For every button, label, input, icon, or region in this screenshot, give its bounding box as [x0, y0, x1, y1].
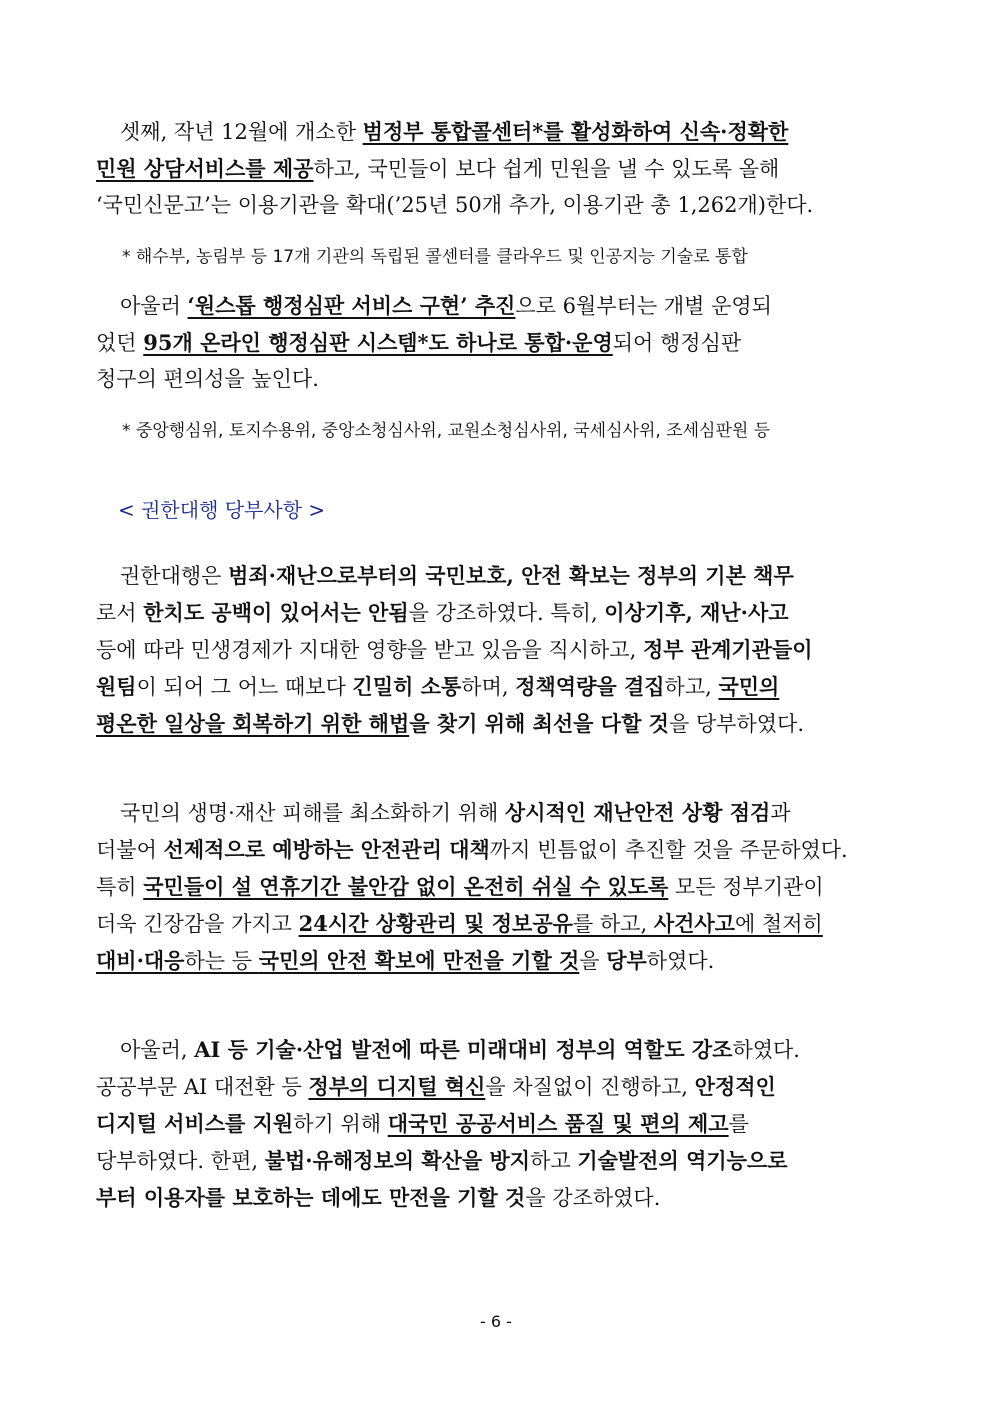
- text-line: [96, 1179, 896, 1216]
- text-run: 더불어: [96, 838, 164, 862]
- text-run: 공공부문 AI 대전환 등: [96, 1075, 309, 1099]
- text-run: 까지 빈틈없이 추진할 것을 주문하였다.: [489, 838, 848, 862]
- text-run: 모든 정부기관이: [668, 875, 824, 899]
- emphasis-run: 한치도 공백이 있어서는 안됨: [143, 600, 409, 625]
- paragraph-ai-digital: [96, 1031, 896, 1216]
- emphasis-run: 사건사고: [653, 911, 735, 936]
- text-run: 아울러,: [120, 1038, 195, 1062]
- text-line: [96, 594, 896, 631]
- text-run: 하고: [530, 1149, 578, 1173]
- emphasis-run: 상시적인 재난안전 상황 점검: [504, 800, 771, 825]
- paragraph-acting-president-request: [96, 557, 896, 742]
- text-line: [96, 287, 896, 324]
- text-run: 셋째, 작년 12월에 개소한: [120, 120, 363, 144]
- text-run: 을 강조하였다.: [525, 1186, 661, 1210]
- section-heading: < 권한대행 당부사항 >: [118, 498, 326, 522]
- text-run: 었던: [96, 331, 144, 355]
- text-run: 하며,: [461, 675, 516, 699]
- text-run: 을 강조하였다. 특히,: [408, 601, 605, 625]
- emphasis-run: 대국민 공공서비스 품질 및 편의 제고: [387, 1111, 729, 1136]
- emphasis-run: 안정적인: [694, 1074, 776, 1099]
- emphasis-run: 95개 온라인 행정심판 시스템*도 하나로 통합·운영: [143, 330, 613, 355]
- emphasis-run: 24시간 상황관리 및 정보공유: [298, 911, 573, 936]
- emphasis-run: 이상기후, 재난·사고: [604, 600, 789, 625]
- emphasis-run: 긴밀히 소통: [352, 674, 462, 699]
- text-run: 하였다.: [646, 949, 715, 973]
- text-line: [96, 557, 896, 594]
- text-line: [96, 150, 896, 187]
- emphasis-run: 당부: [606, 948, 647, 973]
- emphasis-run: 범정부 통합콜센터*를 활성화하여 신속·정확한: [362, 119, 789, 144]
- paragraph-integrated-call-center: [96, 113, 896, 224]
- text-run: 을 당부하였다.: [668, 712, 805, 736]
- emphasis-run: 국민의 안전 확보에 만전을 기할 것: [258, 948, 580, 973]
- text-run: 이 되어 그 어느 때보다: [136, 675, 353, 699]
- text-run: 더욱 긴장감을 가지고: [96, 912, 299, 936]
- text-line: [96, 631, 896, 668]
- text-line: [96, 794, 896, 831]
- text-line: [96, 324, 896, 361]
- text-line: [96, 1105, 896, 1142]
- emphasis-run: 을 찾기 위해 최선을 다할 것: [409, 711, 669, 736]
- text-line: [96, 668, 896, 705]
- text-run: 등에 따라 민생경제가 지대한 영향을 받고 있음을 직시하고,: [96, 638, 643, 662]
- text-run: 을 차질없이 진행하고,: [485, 1075, 695, 1099]
- text-run: 하고, 국민들이 보다 쉽게 민원을 낼 수 있도록 올해: [313, 157, 780, 181]
- text-run: 당부하였다. 한편,: [96, 1149, 265, 1173]
- emphasis-run: 범죄·재난으로부터의 국민보호, 안전 확보는 정부의 기본 책무: [228, 563, 794, 588]
- emphasis-run: 기술발전의 역기능으로: [577, 1148, 788, 1173]
- text-line: [96, 1142, 896, 1179]
- emphasis-run: 정부 관계기관들이: [642, 637, 813, 662]
- text-line: [96, 705, 896, 742]
- emphasis-run: 대비·대응: [96, 948, 185, 973]
- emphasis-run: 불법·유해정보의 확산을 방지: [264, 1148, 531, 1173]
- text-run: 아울러: [120, 294, 188, 318]
- page-number: - 6 -: [480, 1312, 512, 1331]
- text-run: 과: [770, 801, 791, 825]
- text-run: 하기 위해: [293, 1112, 388, 1136]
- footnote-call-center: * 해수부, 농림부 등 17개 기관의 독립된 콜센터를 클라우드 및 인공지능 기술로 통합: [122, 247, 748, 267]
- emphasis-run: 민원 상담서비스를 제공: [96, 156, 314, 181]
- text-line: ‘국민신문고’는 이용기관을 확대(’25년 50개 추가, 이용기관 총 1,262개)한다.: [96, 193, 814, 217]
- text-run: 되어 행정심판: [612, 331, 742, 355]
- text-run: 으로 6월부터는 개별 운영되: [515, 294, 772, 318]
- text-run: 를: [728, 1112, 749, 1136]
- text-run: 하고,: [664, 675, 719, 699]
- paragraph-disaster-safety: [96, 794, 896, 979]
- text-line: [96, 113, 896, 150]
- text-run: 국민의 생명·재산 피해를 최소화하기 위해: [120, 801, 505, 825]
- text-line: [96, 1031, 896, 1068]
- emphasis-run: 국민들이 설 연휴기간 불안감 없이 온전히 쉬실 수 있도록: [143, 874, 669, 899]
- text-run: 을: [579, 949, 607, 973]
- emphasis-run: 평온한 일상을 회복하기 위한 해법: [96, 711, 410, 736]
- emphasis-run: 국민의: [718, 674, 780, 699]
- text-line: [96, 905, 896, 942]
- emphasis-run: 원팀: [96, 674, 137, 699]
- text-line: [96, 868, 896, 905]
- text-run: 특히: [96, 875, 144, 899]
- text-run: 를 하고,: [572, 912, 654, 936]
- text-run: 로서: [96, 601, 144, 625]
- text-run: 하였다.: [732, 1038, 800, 1062]
- text-line: 청구의 편의성을 높인다.: [96, 367, 319, 391]
- text-line: [96, 831, 896, 868]
- emphasis-run: AI 등 기술·산업 발전에 따른 미래대비 정부의 역할도 강조: [194, 1037, 733, 1062]
- text-run: 하는 등: [184, 949, 259, 973]
- paragraph-administrative-appeal: [96, 287, 896, 398]
- emphasis-run: 부터 이용자를 보호하는 데에도 만전을 기할 것: [96, 1185, 526, 1210]
- text-run: 권한대행은: [120, 564, 229, 588]
- text-run: 에 철저히: [734, 912, 823, 936]
- footnote-appeal-bodies: * 중앙행심위, 토지수용위, 중앙소청심사위, 교원소청심사위, 국세심사위, 조세심판원 등: [122, 421, 771, 441]
- emphasis-run: 선제적으로 예방하는 안전관리 대책: [163, 837, 490, 862]
- emphasis-run: ‘원스톱 행정심판 서비스 구현’ 추진: [187, 293, 516, 318]
- emphasis-run: 정부의 디지털 혁신: [308, 1074, 486, 1099]
- emphasis-run: 디지털 서비스를 지원: [96, 1111, 294, 1136]
- text-line: [96, 1068, 896, 1105]
- text-line: [96, 942, 896, 979]
- emphasis-run: 정책역량을 결집: [515, 674, 665, 699]
